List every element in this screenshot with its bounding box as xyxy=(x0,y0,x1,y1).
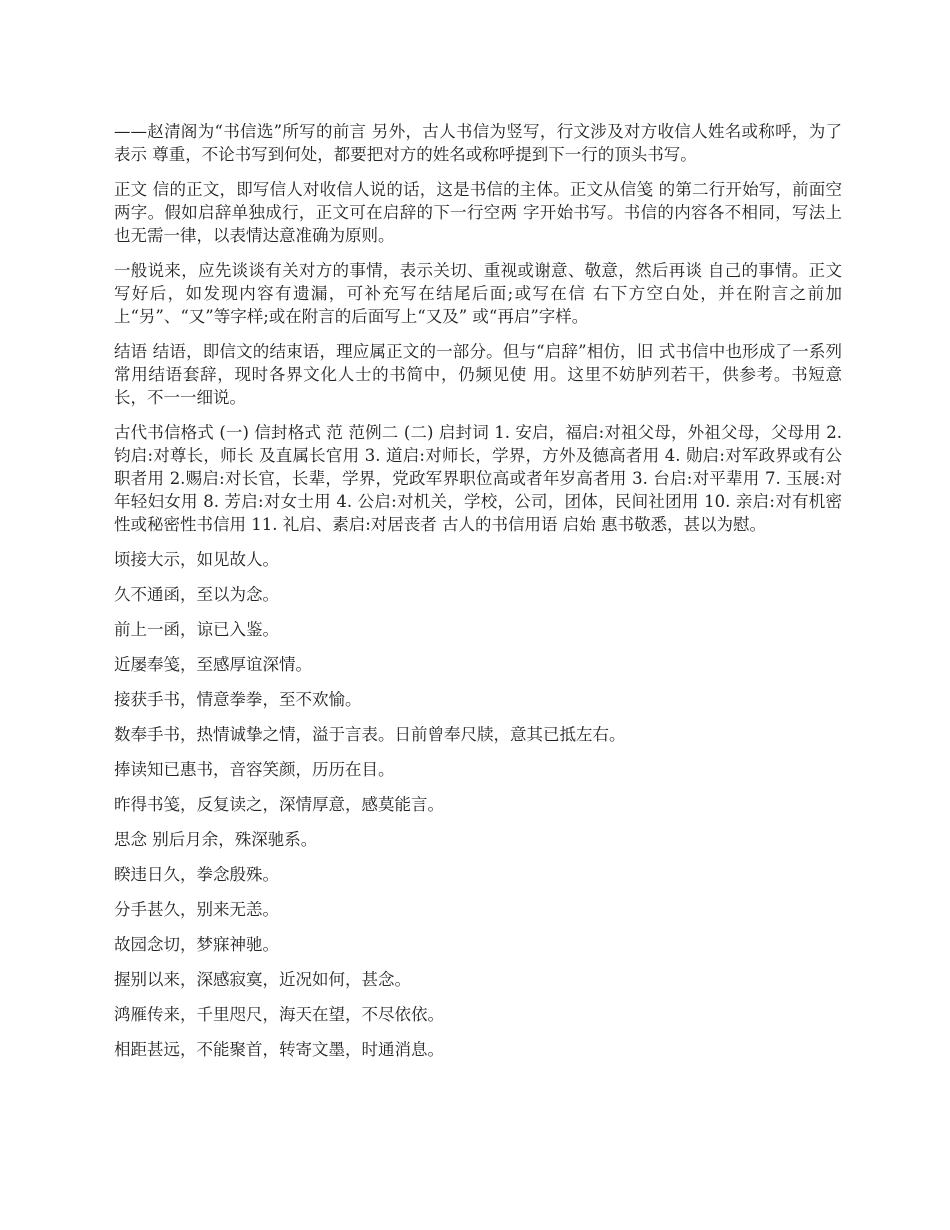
paragraph-closing: 结语 结语，即信文的结束语，理应属正文的一部分。但与“启辞”相仿，旧 式书信中也形成了一系列常用结语套辞，现时各界文化人士的书简中，仍频见使 用。这里不妨胪列若干，供参考。书短意长，不一一细说。 xyxy=(114,342,842,407)
paragraph-ancient-format: 古代书信格式 (一) 信封格式 范 范例二 (二) 启封词 1. 安启，福启:对祖父母，外祖父母，父母用 2. 钧启:对尊长，师长 及直属长官用 3. 道启:对师长，学界，方外及德高者用 4. 勋启:对军政界或有公 职者用 2.赐启:对长官，长辈，学界，党政军界职位高或者年岁高者用 3. 台启:对平辈用 7. 玉展:对年轻妇女用 8. 芳启:对女士用 4. 公启:对机关，学校，公司，团体，民间社团用 10. 亲启:对有机密 性或秘密性书信用 11. 礼启、素启:对居丧者 古人的书信用语 启始 惠书敬悉，甚以为慰。 xyxy=(114,423,842,534)
paragraph-main-text: 正文 信的正文，即写信人对收信人说的话，这是书信的主体。正文从信笺 的第二行开始写，前面空两字。假如启辞单独成行，正文可在启辞的下一行空两 字开始书写。书信的内容各不相同，写法上也无需一律，以表情达意准确为原则。 xyxy=(114,180,842,245)
document-body xyxy=(114,120,842,1073)
phrase-line: 数奉手书，热情诚挚之情，溢于言表。日前曾奉尺牍，意其已抵左右。 xyxy=(114,725,626,744)
phrase-line: 鸿雁传来，千里咫尺，海天在望，不尽依依。 xyxy=(114,1005,444,1024)
phrase-line: 昨得书笺，反复读之，深情厚意，感莫能言。 xyxy=(114,795,444,814)
phrase-line: 思念 别后月余，殊深驰系。 xyxy=(114,830,318,849)
phrase-line: 相距甚远，不能聚首，转寄文墨，时通消息。 xyxy=(114,1040,444,1059)
phrase-line: 捧读知已惠书，音容笑颜，历历在目。 xyxy=(114,760,395,779)
phrase-line: 久不通函，至以为念。 xyxy=(114,585,279,604)
phrase-line: 握别以来，深感寂寞，近况如何，甚念。 xyxy=(114,970,411,989)
phrase-line: 近屡奉笺，至感厚谊深情。 xyxy=(114,655,312,674)
phrase-line: 故园念切，梦寐神驰。 xyxy=(114,935,279,954)
phrase-line: 接获手书，情意拳拳，至不欢愉。 xyxy=(114,690,362,709)
paragraph-general: 一般说来，应先谈谈有关对方的事情，表示关切、重视或谢意、敬意，然后再谈 自己的事情。正文写好后，如发现内容有遗漏，可补充写在结尾后面;或写在信 右下方空白处，并在附言之前加上“另”、“又”等字样;或在附言的后面写上“又及” 或“再启”字样。 xyxy=(114,261,842,326)
paragraph-preface-note: ——赵清阁为“书信选”所写的前言 另外，古人书信为竖写，行文涉及对方收信人姓名或称呼，为了表示 尊重，不论书写到何处，都要把对方的姓名或称呼提到下一行的顶头书写。 xyxy=(114,122,842,164)
phrase-line: 前上一函，谅已入鉴。 xyxy=(114,620,279,639)
phrase-line: 分手甚久，别来无恙。 xyxy=(114,900,279,919)
phrase-line: 顷接大示，如见故人。 xyxy=(114,550,279,569)
phrase-line: 睽违日久，拳念殷殊。 xyxy=(114,865,279,884)
